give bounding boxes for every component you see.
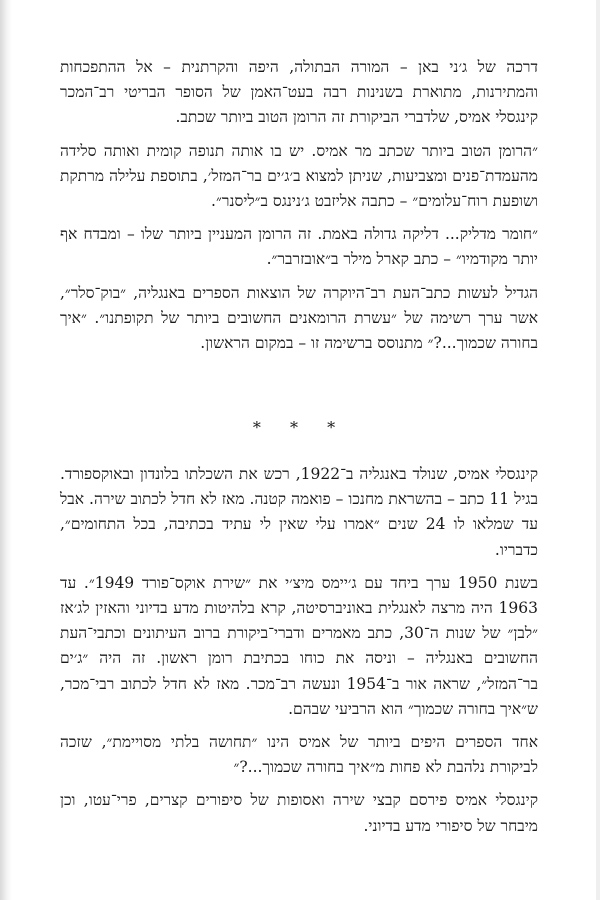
author-bio-paragraph: קינגסלי אמיס, שנולד באנגליה ב־1922, רכש את השכלתו בלונדון ובאוקספורד. בגיל 11 כתב – בהשראת מחנכו – פואמה קטנה. מאז לא חדל לכתוב שירה. אבל עד שמלאו לו 24 שנים ״אמרו עלי שאין לי עתיד בכתיבה, בכל התחומים״, כדבריו.	[60, 465, 539, 559]
blurb-reviews-section	[60, 55, 538, 364]
review-quote-observer: ״חומר מדליק... דליקה גדולה באמת. זה הרומן המעניין ביותר שלו – ומבדח אף יותר מקודמיו״ – כתב קארל מילר ב״אובזרבר״.	[60, 225, 538, 269]
blurb-intro-paragraph: דרכה של ג׳ני באן – המורה הבתולה, היפה והקרתנית – אל ההתפכחות והמתירנות, מתוארת בשנינות רבה בעט־האמן של הסופר הבריטי רב־המכר קינגסלי אמיס, שלדברי הביקורת זה הרומן הטוב ביותר שכתב.	[60, 58, 538, 127]
page-binding-edge	[0, 0, 12, 900]
author-bio-paragraph: אחד הספרים היפים ביותר של אמיס הינו ״תחושה בלתי מסויימת״, שזכה לביקורת נלהבת לא פחות מ״איך בחורה שכמוך...?״	[60, 733, 538, 777]
section-separator: * * *	[252, 418, 348, 437]
author-bio-section	[60, 462, 538, 847]
bookseller-list-paragraph: הגדיל לעשות כתב־העת רב־היוקרה של הוצאות הספרים באנגליה, ״בוק־סלר״, אשר ערך רשימה של ״עשרת הרומאנים החשובים ביותר של תקופתנו״. ״איך בחורה שכמוך...?״ מתנוסס ברשימה זו – במקום הראשון.	[60, 283, 538, 353]
page-right-edge	[596, 0, 600, 900]
author-bio-paragraph: קינגסלי אמיס פירסם קבצי שירה ואסופות של סיפורים קצרים, פרי־עטו, וכן מיבחר של סיפורי מדע בדיוני.	[60, 791, 538, 835]
review-quote-listener: ״הרומן הטוב ביותר שכתב מר אמיס. יש בו אותה תנופה קומית ואותה סלידה מהעמדת־פנים ומצביעות, שניתן למצוא ב׳ג׳ים בר־המזל׳, בתוספת עלילה מרתקת ושופעת רוח־עלומים״ – כתבה אליזבט ג׳נינגס ב״ליסנר״.	[60, 141, 538, 211]
author-bio-paragraph: בשנת 1950 ערך ביחד עם ג׳יימס מיצ׳י את ״שירת אוקס־פורד 1949״. עד 1963 היה מרצה לאנגלית באוניברסיטה, קרא בלהיטות מדע בדיוני והאזין לג׳אז ״לבן״ של שנות ה־30, כתב מאמרים ודברי־ביקורת ברוב העיתונים וכתבי־העת החשובים באנגליה – וניסה את כוחו בכתיבת רומן ראשון. זה היה ״ג׳ים בר־המזל״, שראה אור ב־1954 ונעשה רב־מכר. מאז לא חדל לכתוב רבי־מכר, ש״איך בחורה שכמוך״ הוא הרביעי שבהם.	[60, 573, 538, 718]
